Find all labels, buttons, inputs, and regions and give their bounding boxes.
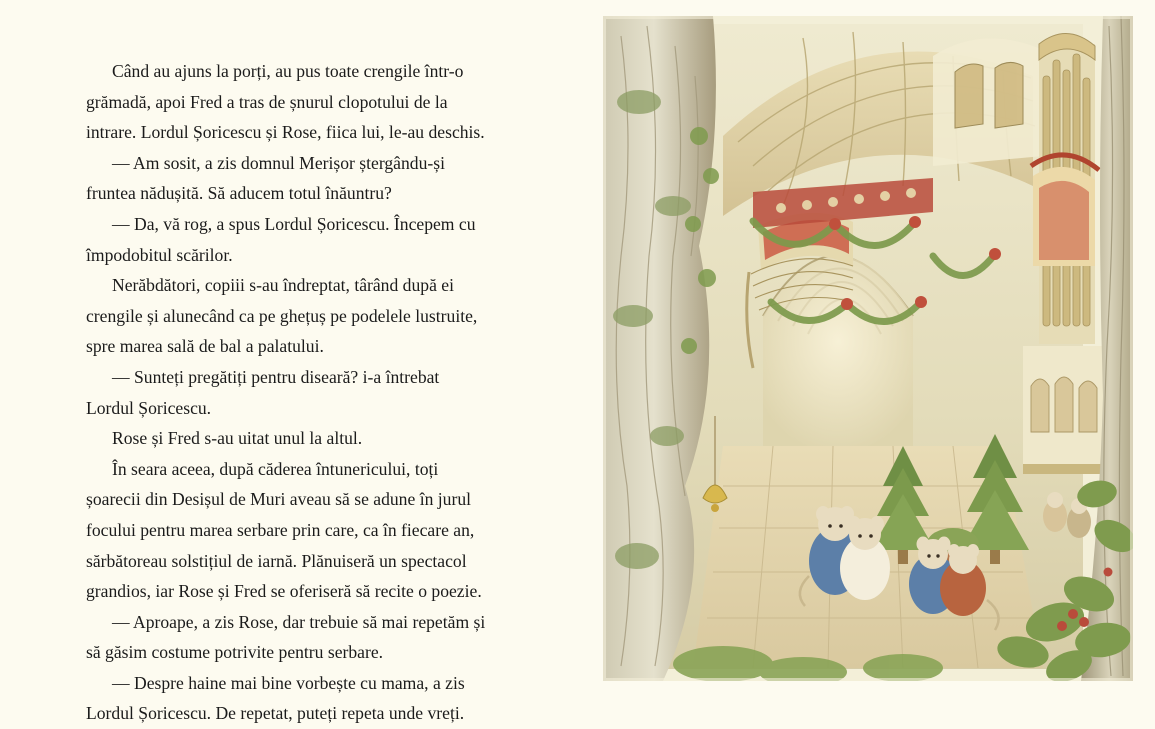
- paragraph-2: — Am sosit, a zis domnul Merișor ștergându-și fruntea nădușită. Să aducem totul înăuntru?: [86, 152, 445, 204]
- paragraph-7: În seara aceea, după căderea întunericului, toți șoarecii din Desișul de Muri aveau să se adune în jurul focului pentru marea serbare prin care, ca în fiecare an, sărbătoreau solstițiul de iarnă. Plănuiseră un spectacol grandios, iar Rose și Fred se oferiseră să recite o poezie.: [86, 458, 482, 602]
- upper-window-arcade: [933, 38, 1043, 166]
- paragraph-6: Rose și Fred s-au uitat unul la altul.: [112, 428, 363, 449]
- paragraph-9: — Despre haine mai bine vorbește cu mama, a zis Lordul Șoricescu. De repetat, puteți repeta unde vreți.: [86, 672, 465, 724]
- right-illustration-page: [578, 0, 1155, 700]
- illustration-svg: [603, 16, 1133, 681]
- right-gallery: [1023, 346, 1103, 474]
- illustration-frame: [603, 16, 1133, 681]
- paragraph-5: — Sunteți pregătiți pentru diseară? i-a întrebat Lordul Șoricescu.: [86, 366, 440, 418]
- paragraph-8: — Aproape, a zis Rose, dar trebuie să mai repetăm și să găsim costume potrivite pentru serbare.: [86, 611, 486, 663]
- left-text-page: [0, 0, 578, 724]
- paragraph-3: — Da, vă rog, a spus Lordul Șoricescu. Începem cu împodobitul scărilor.: [86, 213, 476, 265]
- palace-ballroom-illustration: [603, 16, 1133, 681]
- paragraph-4: Nerăbdători, copiii s-au îndreptat, târând după ei crengile și alunecând ca pe ghețuș pe podelele lustruite, spre marea sală de bal a palatului.: [86, 275, 478, 357]
- story-body: [86, 56, 486, 729]
- paragraph-1: Când au ajuns la porți, au pus toate crengile într-o grămadă, apoi Fred a tras de șnurul clopotului de la intrare. Lordul Șoricescu și Rose, fiica lui, le-au deschis.: [86, 61, 485, 143]
